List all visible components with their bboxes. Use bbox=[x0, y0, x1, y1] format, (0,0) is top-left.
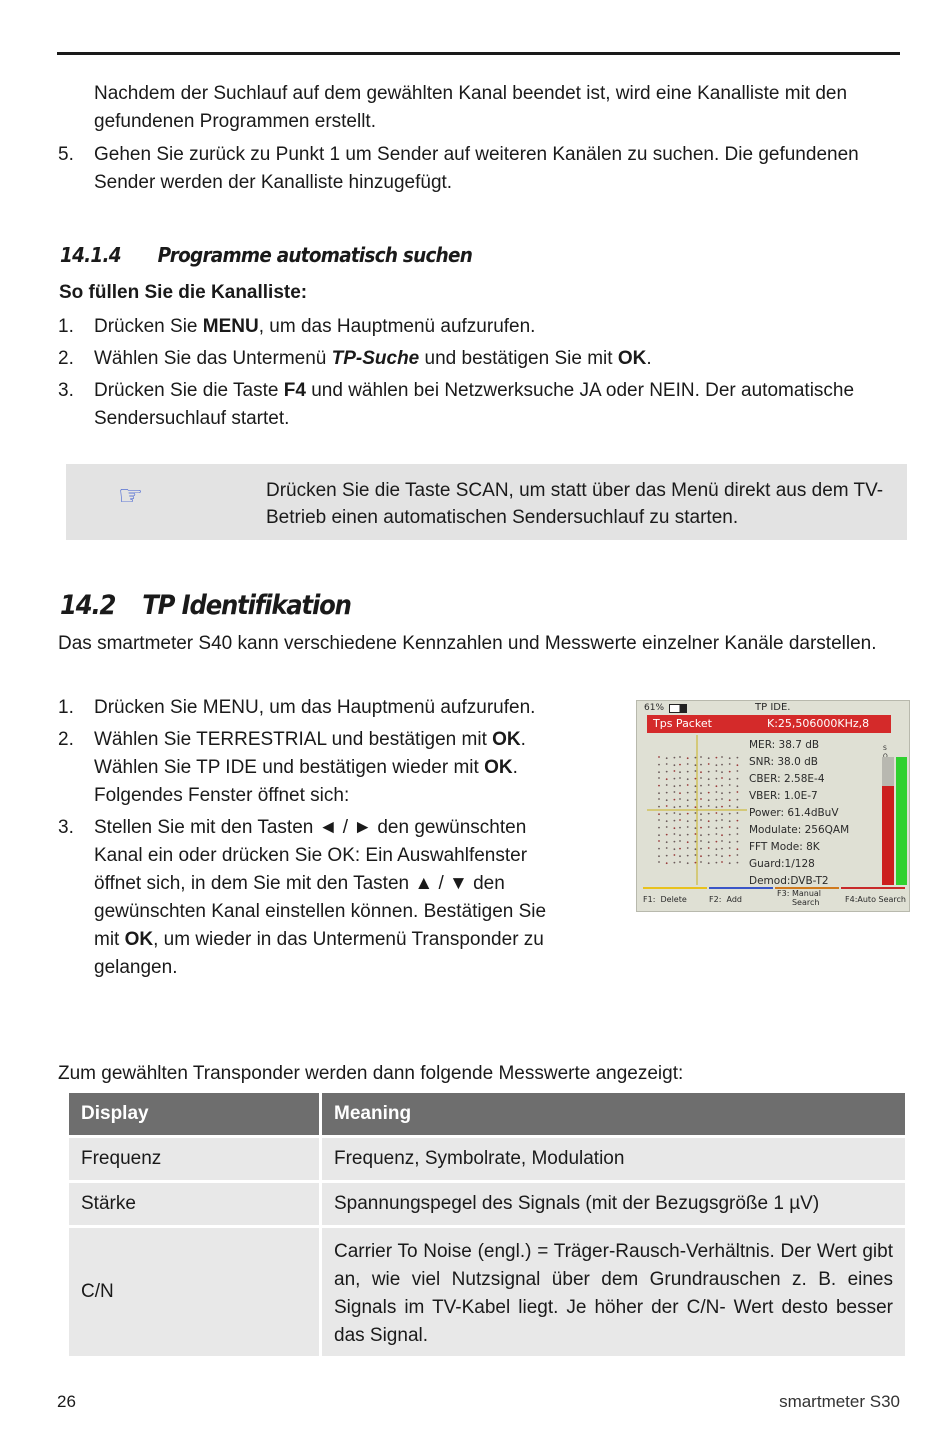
constellation-point bbox=[737, 854, 739, 856]
constellation-point bbox=[716, 785, 718, 787]
constellation-point bbox=[695, 854, 697, 856]
constellation-point bbox=[729, 799, 731, 801]
product-name: smartmeter S30 bbox=[779, 1392, 900, 1411]
constellation-point bbox=[687, 763, 689, 765]
constellation-point bbox=[721, 813, 723, 815]
constellation-point bbox=[737, 827, 739, 829]
constellation-point bbox=[674, 827, 676, 829]
constellation-point bbox=[658, 861, 660, 863]
constellation-point bbox=[708, 778, 710, 780]
section-number: 14.1.4 bbox=[60, 243, 121, 267]
constellation-point bbox=[700, 785, 702, 787]
constellation-point bbox=[679, 813, 681, 815]
constellation-point bbox=[695, 827, 697, 829]
step-number: 1. bbox=[58, 697, 74, 718]
constellation-point bbox=[716, 757, 718, 759]
table-row bbox=[69, 1138, 905, 1180]
measurement-mer: MER: 38.7 dB bbox=[749, 739, 820, 751]
constellation-point bbox=[729, 771, 731, 773]
intro-continuation: Nachdem der Suchlauf auf dem gewählten Kanal beendet ist, wird eine Kanalliste mit den gefundenen Programmen erstellt. bbox=[94, 83, 848, 132]
constellation-point bbox=[716, 812, 718, 814]
constellation-point bbox=[700, 792, 702, 794]
constellation-point bbox=[708, 784, 710, 786]
table-cell: Carrier To Noise (engl.) = Träger-Rausch-Verhältnis. Der Wert gibt an, wie viel Nutzsignal über dem Grundrauschen z. B. eines Signals im TV-Kabel liegt. Je höher der C/N- Wert desto besser das Signal. bbox=[322, 1228, 905, 1356]
constellation-point bbox=[716, 806, 718, 808]
table-cell: Frequenz bbox=[69, 1138, 319, 1180]
constellation-point bbox=[666, 771, 668, 773]
step-1414-2: Wählen Sie das Untermenü TP-Suche und bestätigen Sie mit OK. bbox=[94, 348, 652, 369]
constellation-point bbox=[737, 791, 739, 793]
constellation-point bbox=[716, 848, 718, 850]
constellation-point bbox=[674, 799, 676, 801]
constellation-point bbox=[666, 799, 668, 801]
constellation-point bbox=[695, 806, 697, 808]
constellation-point bbox=[679, 792, 681, 794]
constellation-point bbox=[729, 834, 731, 836]
constellation-point bbox=[695, 833, 697, 835]
constellation-point bbox=[679, 764, 681, 766]
step-number: 3. bbox=[58, 380, 74, 401]
constellation-point bbox=[729, 792, 731, 794]
constellation-point bbox=[729, 805, 731, 807]
section-heading-142 bbox=[60, 588, 351, 624]
constellation-point bbox=[721, 855, 723, 857]
note-box bbox=[66, 464, 907, 540]
constellation-point bbox=[674, 778, 676, 780]
bar-label: Tps Packet bbox=[653, 717, 712, 730]
constellation-point bbox=[729, 784, 731, 786]
constellation-point bbox=[737, 785, 739, 787]
constellation-point bbox=[666, 834, 668, 836]
constellation-point bbox=[658, 806, 660, 808]
constellation-point bbox=[658, 771, 660, 773]
subheading: So füllen Sie die Kanalliste: bbox=[59, 282, 308, 303]
constellation-point bbox=[700, 819, 702, 821]
table-header-meaning: Meaning bbox=[322, 1093, 905, 1135]
section-number: 14.2 bbox=[60, 590, 116, 621]
constellation-point bbox=[737, 757, 739, 759]
table-header-display: Display bbox=[69, 1093, 319, 1135]
constellation-point bbox=[716, 820, 718, 822]
constellation-point bbox=[721, 785, 723, 787]
constellation-point bbox=[700, 813, 702, 815]
constellation-point bbox=[674, 785, 676, 787]
constellation-point bbox=[737, 820, 739, 822]
constellation-point bbox=[695, 820, 697, 822]
constellation-point bbox=[708, 862, 710, 864]
selected-transponder-bar bbox=[647, 715, 891, 733]
constellation-point bbox=[721, 848, 723, 850]
table-header-row bbox=[69, 1093, 905, 1135]
constellation-point bbox=[729, 813, 731, 815]
constellation-point bbox=[679, 834, 681, 836]
step-number: 3. bbox=[58, 817, 74, 838]
measurement-vber: VBER: 1.0E-7 bbox=[749, 790, 818, 802]
constellation-point bbox=[695, 770, 697, 772]
f2-color-line bbox=[709, 887, 773, 889]
measurement-guard: Guard:1/128 bbox=[749, 858, 815, 870]
step-142-2: Wählen Sie TERRESTRIAL und bestätigen mit OK. Wählen Sie TP IDE und bestätigen wieder mit OK. Folgendes Fenster öffnet sich: bbox=[94, 729, 526, 806]
f3-key: F3: Manual Search bbox=[777, 889, 822, 907]
constellation-point bbox=[679, 848, 681, 850]
f1-key: F1: Delete bbox=[643, 895, 687, 904]
constellation-point bbox=[687, 771, 689, 773]
constellation-point bbox=[729, 757, 731, 759]
constellation-point bbox=[666, 813, 668, 815]
constellation-point bbox=[679, 855, 681, 857]
constellation-point bbox=[716, 778, 718, 780]
constellation-point bbox=[666, 847, 668, 849]
constellation-point bbox=[700, 848, 702, 850]
constellation-point bbox=[708, 763, 710, 765]
constellation-point bbox=[695, 791, 697, 793]
constellation-point bbox=[721, 819, 723, 821]
page-number: 26 bbox=[57, 1392, 76, 1411]
constellation-point bbox=[716, 841, 718, 843]
constellation-point bbox=[674, 791, 676, 793]
step-number: 5. bbox=[58, 144, 74, 165]
constellation-point bbox=[674, 854, 676, 856]
constellation-point bbox=[674, 841, 676, 843]
constellation-point bbox=[679, 840, 681, 842]
constellation-point bbox=[716, 854, 718, 856]
section-intro: Das smartmeter S40 kann verschiedene Kennzahlen und Messwerte einzelner Kanäle darstellen. bbox=[58, 633, 877, 654]
constellation-point bbox=[729, 763, 731, 765]
measurement-list bbox=[749, 737, 849, 890]
constellation-point bbox=[658, 756, 660, 758]
constellation-point bbox=[729, 826, 731, 828]
constellation-point bbox=[729, 841, 731, 843]
section-title: TP Identifikation bbox=[142, 590, 351, 621]
constellation-point bbox=[708, 855, 710, 857]
constellation-point bbox=[679, 819, 681, 821]
constellation-point bbox=[708, 805, 710, 807]
constellation-point bbox=[658, 855, 660, 857]
step-number: 2. bbox=[58, 729, 74, 750]
constellation-point bbox=[687, 805, 689, 807]
constellation-point bbox=[708, 757, 710, 759]
constellation-point bbox=[716, 770, 718, 772]
constellation-point bbox=[708, 841, 710, 843]
constellation-point bbox=[679, 827, 681, 829]
constellation-point bbox=[687, 834, 689, 836]
constellation-point bbox=[708, 771, 710, 773]
quality-gauge bbox=[896, 757, 907, 885]
constellation-point bbox=[674, 862, 676, 864]
constellation-point bbox=[687, 826, 689, 828]
constellation-point bbox=[700, 771, 702, 773]
constellation-point bbox=[658, 777, 660, 779]
table-row bbox=[69, 1183, 905, 1225]
constellation-point bbox=[721, 777, 723, 779]
table-cell: Spannungspegel des Signals (mit der Bezugsgröße 1 µV) bbox=[322, 1183, 905, 1225]
constellation-point bbox=[666, 792, 668, 794]
gauge-labels: S bbox=[883, 745, 894, 752]
pointing-hand-icon: ☞ bbox=[118, 480, 144, 511]
constellation-point bbox=[687, 792, 689, 794]
constellation-point bbox=[729, 778, 731, 780]
step-1414-3: Drücken Sie die Taste F4 und wählen bei Netzwerksuche JA oder NEIN. Der automatische Sendersuchlauf startet. bbox=[94, 380, 855, 429]
f1-color-line bbox=[643, 887, 707, 889]
constellation-point bbox=[666, 763, 668, 765]
constellation-point bbox=[708, 834, 710, 836]
constellation-point bbox=[695, 799, 697, 801]
section-heading-1414 bbox=[60, 241, 472, 269]
constellation-point bbox=[658, 848, 660, 850]
constellation-point bbox=[695, 757, 697, 759]
constellation-point bbox=[666, 862, 668, 864]
constellation-point bbox=[737, 799, 739, 801]
measurement-cber: CBER: 2.58E-4 bbox=[749, 773, 825, 785]
constellation-point bbox=[737, 778, 739, 780]
constellation-point bbox=[716, 827, 718, 829]
constellation-point bbox=[679, 756, 681, 758]
constellation-point bbox=[695, 785, 697, 787]
constellation-point bbox=[700, 855, 702, 857]
constellation-point bbox=[674, 757, 676, 759]
constellation-point bbox=[721, 834, 723, 836]
constellation-point bbox=[666, 757, 668, 759]
constellation-point bbox=[721, 792, 723, 794]
step-number: 1. bbox=[58, 316, 74, 337]
measurement-power: Power: 61.4dBuV bbox=[749, 807, 839, 819]
device-screenshot bbox=[636, 700, 910, 912]
constellation-point bbox=[737, 841, 739, 843]
constellation-point bbox=[679, 777, 681, 779]
f4-key: F4:Auto Search bbox=[845, 895, 906, 904]
constellation-point bbox=[708, 826, 710, 828]
constellation-point bbox=[687, 841, 689, 843]
constellation-point bbox=[716, 791, 718, 793]
constellation-point bbox=[729, 820, 731, 822]
constellation-point bbox=[687, 855, 689, 857]
constellation-point bbox=[716, 799, 718, 801]
constellation-point bbox=[700, 827, 702, 829]
constellation-point bbox=[700, 806, 702, 808]
constellation-point bbox=[666, 826, 668, 828]
constellation-point bbox=[658, 827, 660, 829]
constellation-point bbox=[679, 861, 681, 863]
constellation-point bbox=[687, 799, 689, 801]
table-intro: Zum gewählten Transponder werden dann folgende Messwerte angezeigt: bbox=[58, 1063, 684, 1084]
constellation-point bbox=[721, 798, 723, 800]
constellation-point bbox=[674, 833, 676, 835]
measurement-table bbox=[66, 1090, 908, 1359]
constellation-point bbox=[658, 819, 660, 821]
constellation-point bbox=[700, 834, 702, 836]
constellation-diagram bbox=[647, 735, 747, 885]
constellation-point bbox=[674, 848, 676, 850]
step-5-text: Gehen Sie zurück zu Punkt 1 um Sender auf weiteren Kanälen zu suchen. Die gefundenen Sender werden der Kanalliste hinzugefügt. bbox=[94, 144, 859, 193]
constellation-point bbox=[658, 792, 660, 794]
step-142-3: Stellen Sie mit den Tasten ◄ / ► den gewünschten Kanal ein oder drücken Sie OK: Ein Auswahlfenster öffnet sich, in dem Sie mit den Tasten ▲ / ▼ den gewünschten Kanal einstellen können. Bestätigen Sie mit OK, um wieder in das Untermenü Transponder zu gelangen. bbox=[94, 817, 547, 978]
measurement-demod: Demod:DVB-T2 bbox=[749, 875, 829, 887]
constellation-point bbox=[708, 847, 710, 849]
header-rule bbox=[57, 52, 900, 55]
table-row bbox=[69, 1228, 905, 1356]
constellation-point bbox=[729, 862, 731, 864]
constellation-point bbox=[658, 840, 660, 842]
table-cell: C/N bbox=[69, 1228, 319, 1356]
constellation-point bbox=[737, 770, 739, 772]
f2-key: F2: Add bbox=[709, 895, 742, 904]
constellation-point bbox=[708, 792, 710, 794]
constellation-point bbox=[687, 820, 689, 822]
constellation-point bbox=[658, 764, 660, 766]
constellation-point bbox=[687, 862, 689, 864]
constellation-point bbox=[737, 812, 739, 814]
constellation-point bbox=[695, 841, 697, 843]
constellation-point bbox=[658, 834, 660, 836]
constellation-point bbox=[700, 840, 702, 842]
constellation-point bbox=[666, 841, 668, 843]
constellation-point bbox=[674, 764, 676, 766]
constellation-point bbox=[721, 840, 723, 842]
signal-gauge bbox=[882, 757, 894, 885]
f4-color-line bbox=[841, 887, 905, 889]
step-number: 2. bbox=[58, 348, 74, 369]
constellation-point bbox=[674, 770, 676, 772]
constellation-point bbox=[674, 812, 676, 814]
constellation-point bbox=[721, 771, 723, 773]
constellation-point bbox=[737, 764, 739, 766]
constellation-point bbox=[666, 820, 668, 822]
constellation-point bbox=[695, 812, 697, 814]
constellation-point bbox=[666, 805, 668, 807]
constellation-point bbox=[687, 778, 689, 780]
constellation-point bbox=[666, 784, 668, 786]
note-text: Drücken Sie die Taste SCAN, um statt über das Menü direkt aus dem TV-Betrieb einen automatischen Sendersuchlauf zu starten. bbox=[266, 480, 884, 528]
constellation-point bbox=[658, 785, 660, 787]
constellation-point bbox=[658, 813, 660, 815]
measurement-snr: SNR: 38.0 dB bbox=[749, 756, 818, 768]
constellation-point bbox=[700, 777, 702, 779]
constellation-point bbox=[737, 862, 739, 864]
measurement-fft: FFT Mode: 8K bbox=[749, 841, 820, 853]
constellation-point bbox=[687, 757, 689, 759]
constellation-point bbox=[716, 764, 718, 766]
measurement-modulate: Modulate: 256QAM bbox=[749, 824, 850, 836]
constellation-point bbox=[708, 813, 710, 815]
constellation-point bbox=[687, 813, 689, 815]
step-1414-1: Drücken Sie MENU, um das Hauptmenü aufzurufen. bbox=[94, 316, 536, 337]
constellation-point bbox=[737, 833, 739, 835]
step-142-1: Drücken Sie MENU, um das Hauptmenü aufzurufen. bbox=[94, 697, 536, 718]
constellation-point bbox=[721, 806, 723, 808]
constellation-point bbox=[700, 861, 702, 863]
battery-icon bbox=[669, 704, 687, 713]
constellation-point bbox=[674, 806, 676, 808]
constellation-point bbox=[721, 827, 723, 829]
constellation-point bbox=[695, 862, 697, 864]
constellation-point bbox=[737, 806, 739, 808]
constellation-point bbox=[721, 764, 723, 766]
constellation-point bbox=[700, 764, 702, 766]
constellation-point bbox=[666, 855, 668, 857]
table-cell: Stärke bbox=[69, 1183, 319, 1225]
screen-title: TP IDE. bbox=[755, 702, 791, 713]
constellation-point bbox=[679, 785, 681, 787]
battery-percent: 61% bbox=[644, 703, 665, 713]
constellation-point bbox=[708, 799, 710, 801]
constellation-point bbox=[700, 798, 702, 800]
constellation-point bbox=[716, 862, 718, 864]
table-cell: Frequenz, Symbolrate, Modulation bbox=[322, 1138, 905, 1180]
bar-frequency: K:25,506000KHz,8 bbox=[767, 717, 870, 730]
constellation-point bbox=[729, 855, 731, 857]
constellation-point bbox=[687, 847, 689, 849]
constellation-point bbox=[695, 778, 697, 780]
constellation-point bbox=[687, 784, 689, 786]
constellation-point bbox=[700, 756, 702, 758]
constellation-point bbox=[721, 756, 723, 758]
constellation-point bbox=[679, 806, 681, 808]
constellation-point bbox=[679, 798, 681, 800]
constellation-point bbox=[674, 820, 676, 822]
constellation-point bbox=[708, 820, 710, 822]
constellation-point bbox=[695, 764, 697, 766]
constellation-point bbox=[729, 847, 731, 849]
section-title: Programme automatisch suchen bbox=[157, 243, 473, 267]
constellation-point bbox=[658, 798, 660, 800]
constellation-point bbox=[737, 848, 739, 850]
constellation-point bbox=[716, 833, 718, 835]
constellation-point bbox=[721, 861, 723, 863]
constellation-point bbox=[679, 771, 681, 773]
constellation-point bbox=[695, 848, 697, 850]
constellation-point bbox=[666, 778, 668, 780]
